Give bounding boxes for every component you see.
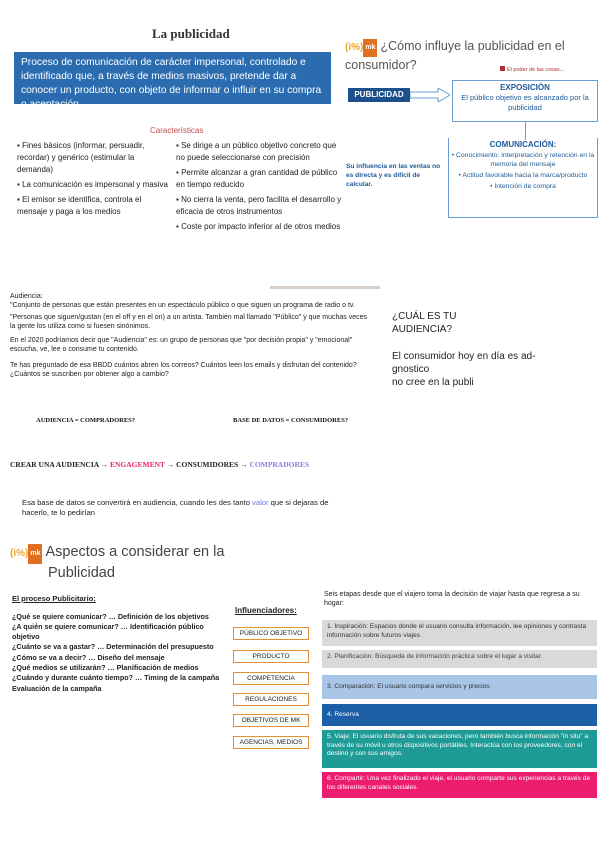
influencer-box: COMPETENCIA bbox=[233, 672, 309, 685]
stage-comparacion: 3. Comparación: El usuario compara servicios y precios bbox=[322, 675, 597, 699]
influencer-box: PÚBLICO OBJETIVO bbox=[233, 627, 309, 640]
audience-question: ¿CUÁL ES TU AUDIENCIA? El consumidor hoy en día es ad- gnostico no cree en la publi bbox=[392, 311, 536, 388]
stage-viaje: 5. Viaje: El usuario disfruta de sus vacaciones, pero también busca información "in situ" a través de su móvil u otros dispositivos portátiles. Interactúa con los proveedores, con el destino y con sus amigos. bbox=[322, 730, 597, 768]
source-note: El poder de las cosas... bbox=[500, 66, 564, 73]
stage-planificacion: 2. Planificación: Búsqueda de información práctica sobre el lugar a visitar. bbox=[322, 650, 597, 668]
section-divider bbox=[270, 286, 380, 289]
aspects-title: (i%) mk Aspectos a considerar en la Publicidad bbox=[10, 544, 225, 581]
influence-side-note: Su influencia en las ventas no es directa y es difícil de calcular. bbox=[346, 163, 441, 188]
bullet-item: ▪ Fines básicos (informar, persuadir, recordar) y genérico (estimular la demanda) bbox=[17, 141, 145, 174]
bullet-item: ▪ El emisor se identifica, controla el mensaje y paga a los medios bbox=[17, 195, 142, 216]
mk-logo-icon: mk bbox=[28, 544, 42, 564]
audience-text: Audiencia: "Conjunto de personas que están presentes en un espectáculo público o que siguen un programa de radio o tv. "Personas que siguen/gustan (en el off y en el on) a un artista. También mal llamado "Público" y que muchas veces la gente los utiliza como si fuesen sinónimos. En el 2020 podríamos decir que "Audiencia" es: un grupo de personas que "por decisión propia" y "emocional" escucha, ve, lee o consume tu contenido. Te has preguntado de esa BBDD cuántos abren los correos? Cuántos leen los emails y disfrutan del contenido? ¿Cuántos se suscriben por obtener algo a cambio? bbox=[10, 293, 368, 378]
bullet-item: ▪ Permite alcanzar a gran cantidad de público en tiempo reducido bbox=[176, 168, 338, 189]
exposicion-box: EXPOSICIÓN El público objetivo es alcanzado por la publicidad bbox=[452, 80, 598, 122]
page-title: La publicidad bbox=[152, 26, 230, 41]
database-note: Esa base de datos se convertirá en audiencia, cuando les des tanto valor que si dejaras de hacerlo, te lo pedirían bbox=[22, 498, 329, 517]
funnel-line: CREAR UNA AUDIENCIA → ENGAGEMENT → CONSUMIDORES → COMPRADORES bbox=[10, 460, 310, 469]
source-square-icon bbox=[500, 66, 505, 71]
definition-box: Proceso de comunicación de carácter impersonal, controlado e identificado que, a través de medios masivos, pretende dar a conocer un producto, con objeto de informar o influir en su compra o aceptación bbox=[14, 52, 331, 104]
comunicacion-box: COMUNICACIÓN: • Conocimiento: interpretación y retención en la memoria del mensaje • Actitud favorable hacia la marca/producto • Intención de compra bbox=[448, 138, 598, 218]
bullet-item: ▪ La comunicación es impersonal y masiva bbox=[17, 180, 168, 189]
characteristics-column-2 bbox=[176, 140, 346, 236]
characteristics-column-1 bbox=[17, 140, 172, 221]
equation-base-datos: BASE DE DATOS = CONSUMIDORES? bbox=[233, 417, 349, 424]
stage-reserva: 4. Reserva bbox=[322, 704, 597, 726]
influencer-box: PRODUCTO bbox=[233, 650, 309, 663]
percent-logo-icon: (i%) bbox=[10, 548, 29, 559]
travel-stages-intro: Seis etapas desde que el viajero toma la decisión de viajar hasta que regresa a su hogar: bbox=[324, 591, 580, 607]
right-arrow-icon bbox=[410, 88, 450, 102]
mk-logo-icon: mk bbox=[363, 39, 377, 57]
publicidad-box: PUBLICIDAD bbox=[348, 88, 410, 102]
percent-logo-icon: (i%) bbox=[345, 42, 364, 53]
process-questions: ¿Qué se quiere comunicar? … Definición de los objetivos ¿A quién se quiere comunicar? … Identificación público objetivo ¿Cuánto se va a gastar? … Determinación del presupuesto ¿Cómo se va a decir? … Diseño del mensaje ¿Qué medios se utilizarán? … Planificación de medios ¿Cuándo y durante cuánto tiempo? … Timing de la campaña Evaluación de la campaña bbox=[12, 612, 220, 693]
process-title: El proceso Publicitario: bbox=[12, 594, 96, 603]
influence-question: (i%) mk ¿Cómo influye la publicidad en el consumidor? bbox=[345, 39, 565, 72]
influencer-box: REGULACIONES bbox=[233, 693, 309, 706]
equation-audiencia: AUDIENCIA = COMPRADORES? bbox=[36, 417, 136, 424]
bullet-item: ▪ No cierra la venta, pero facilita el desarrollo y eficacia de otros instrumentos bbox=[176, 195, 342, 216]
influencers-title: Influenciadores: bbox=[235, 606, 297, 615]
bullet-item: ▪ Coste por impacto inferior al de otros medios bbox=[176, 222, 341, 231]
stage-compartir: 6. Compartir: Una vez finalizado el viaje, el usuario comparte sus experiencias a través de los diferentes canales sociales. bbox=[322, 772, 597, 798]
bullet-item: ▪ Se dirige a un público objetivo concreto que no puede seleccionarse con precisión bbox=[176, 141, 337, 162]
influencer-box: AGENCIAS, MEDIOS bbox=[233, 736, 309, 749]
influencer-box: OBJETIVOS DE MK bbox=[233, 714, 309, 727]
stage-inspiracion: 1. Inspiración: Espacios donde el usuario consulta información, lee opiniones y contrasta información sobre futuros viajes bbox=[322, 620, 597, 646]
characteristics-title: Características bbox=[150, 126, 204, 135]
